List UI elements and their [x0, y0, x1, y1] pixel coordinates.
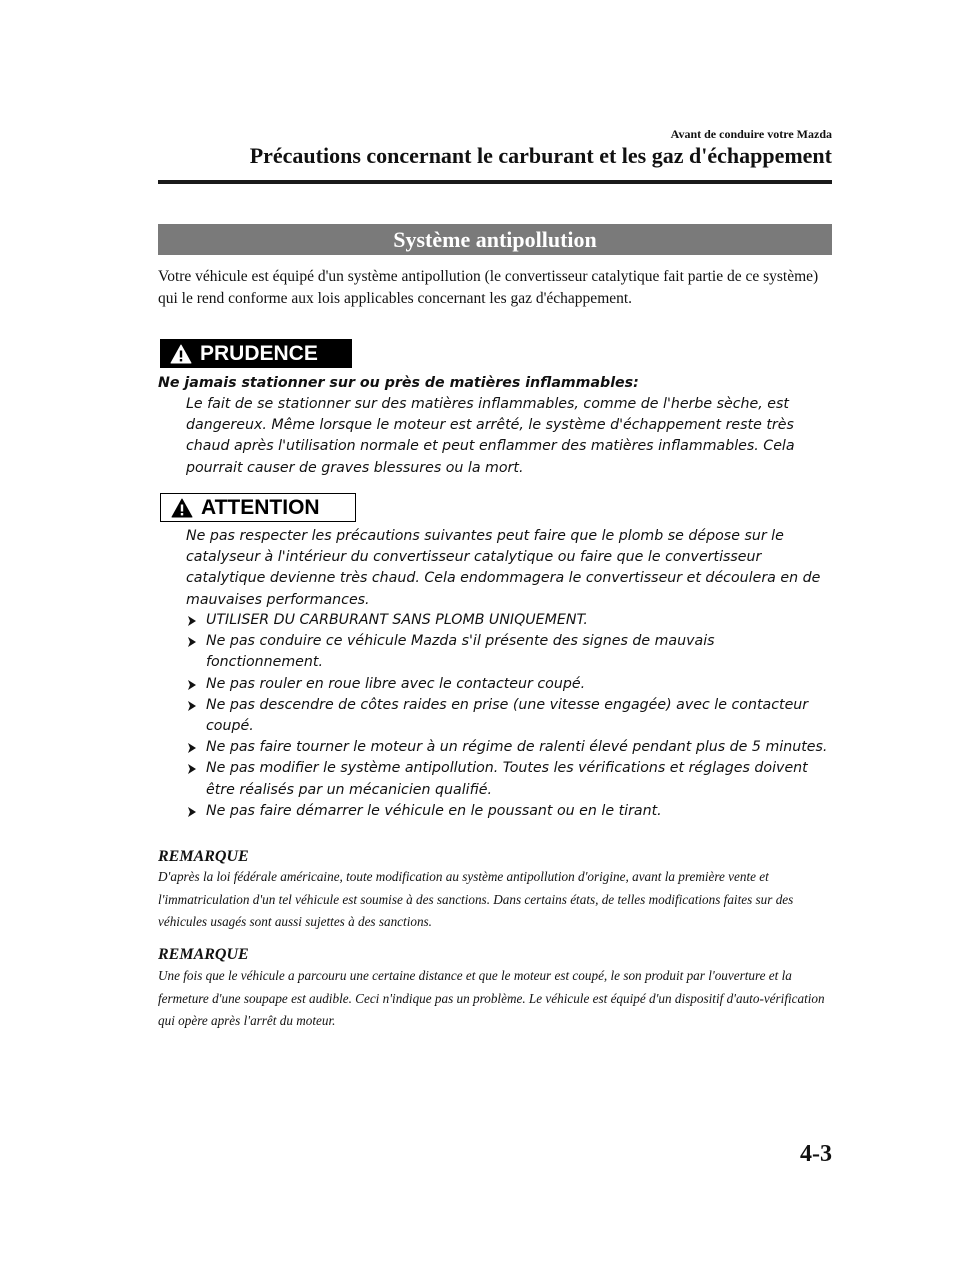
list-item-text: Ne pas rouler en roue libre avec le contacteur coupé. [206, 675, 586, 692]
prudence-warning-label [160, 339, 352, 368]
arrow-bullet-icon [187, 637, 197, 647]
prudence-heading: Ne jamais stationner sur ou près de matières inflammables: [158, 375, 639, 391]
list-item [186, 737, 836, 758]
prudence-label-text: PRUDENCE [200, 342, 318, 365]
attention-label-text: ATTENTION [201, 496, 320, 519]
section-title-banner: Système antipollution [158, 224, 832, 255]
arrow-bullet-icon [187, 743, 197, 753]
list-item-text: Ne pas descendre de côtes raides en prise (une vitesse engagée) avec le contacteur coupé. [206, 696, 809, 735]
list-item [186, 631, 836, 673]
remarque-text: Une fois que le véhicule a parcouru une certaine distance et que le moteur est coupé, le son produit par l'ouverture et la fermeture d'une soupape est audible. Ceci n'indique pas un problème. Le véhicule est équipé d'un dispositif d'auto-vérification qui opère après l'arrêt du moteur. [158, 968, 825, 1028]
arrow-bullet-icon [187, 807, 197, 817]
list-item-text: Ne pas faire démarrer le véhicule en le poussant ou en le tirant. [206, 802, 662, 819]
remarque-heading: REMARQUE [158, 946, 249, 963]
chapter-title: Avant de conduire votre Mazda [670, 127, 832, 141]
page-number: 4-3 [800, 1141, 832, 1167]
list-item [186, 674, 836, 695]
list-item-text: Ne pas modifier le système antipollution. Toutes les vérifications et réglages doivent être réalisés par un mécanicien qualifié. [206, 760, 808, 798]
attention-warning-label [160, 493, 356, 522]
page-title: Précautions concernant le carburant et les gaz d'échappement [249, 143, 832, 168]
warning-triangle-icon [170, 344, 192, 364]
attention-bullet-list [186, 610, 836, 822]
list-item [186, 610, 836, 631]
remarque-text: D'après la loi fédérale américaine, toute modification au système antipollution d'origine, avant la première vente et l'immatriculation d'un tel véhicule est soumise à des sanctions. Dans certains états, de telles modifications faites sur des véhicules usagés sont aussi sujettes à des sanctions. [158, 869, 794, 929]
arrow-bullet-icon [187, 701, 197, 711]
attention-body-text: Ne pas respecter les précautions suivantes peut faire que le plomb se dépose sur le catalyseur à l'intérieur du convertisseur catalytique ou faire que le convertisseur catalytique devienne très chaud. Cela endommagera le convertisseur et découlera en de mauvaises performances. [186, 528, 821, 608]
prudence-body-text: Le fait de se stationner sur des matières inflammables, comme de l'herbe sèche, est dangereux. Même lorsque le moteur est arrêté, le système d'échappement reste très chaud après l'utilisation normale et peut enflammer des matières inflammables. Cela pourrait causer de graves blessures ou la mort. [186, 396, 795, 476]
list-item [186, 695, 836, 737]
section-intro-paragraph: Votre véhicule est équipé d'un système antipollution (le convertisseur catalytique fait partie de ce système) qui le rend conforme aux lois applicables concernant les gaz d'échappement. [158, 268, 819, 307]
list-item-text: Ne pas conduire ce véhicule Mazda s'il présente des signes de mauvais fonctionnement. [206, 633, 715, 671]
remarque-heading: REMARQUE [158, 848, 249, 865]
arrow-bullet-icon [187, 616, 197, 626]
arrow-bullet-icon [187, 680, 197, 690]
list-item-text: Ne pas faire tourner le moteur à un régime de ralenti élevé pendant plus de 5 minutes. [206, 739, 828, 756]
list-item-text: UTILISER DU CARBURANT SANS PLOMB UNIQUEMENT. [206, 612, 588, 628]
list-item [186, 758, 836, 800]
list-item [186, 801, 836, 822]
warning-triangle-icon [171, 498, 193, 518]
header-divider [158, 180, 832, 184]
arrow-bullet-icon [187, 764, 197, 774]
